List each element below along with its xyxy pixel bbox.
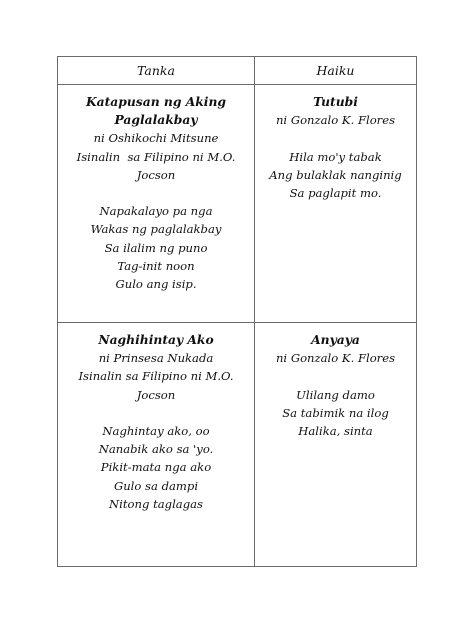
verse-line: Sa ilalim ng puno [104,240,208,255]
header-tanka: Tanka [58,57,255,85]
verse-line: Halika, sinta [298,424,373,438]
verse-line: Napakalayo pa nga [99,204,213,219]
verse-line: Sa tabimik na ilog [282,405,389,420]
verse-line: Sa paglapit mo. [289,186,382,200]
verse-line: Gulo sa dampi [113,478,199,493]
header-haiku: Haiku [255,57,417,85]
poems-table [57,56,417,567]
poem-title [58,93,254,129]
tanka-cell [58,85,255,323]
poem-author: ni Oshikochi Mitsune [93,131,219,146]
table-row [58,85,417,323]
poem-title-line: Katapusan ng Aking [85,94,227,109]
verse-line: Nanabik ako sa 'yo. [98,442,214,457]
haiku-cell [255,323,417,567]
verse-line: Naghintay ako, oo [102,424,210,438]
verse-line: Pikit-mata nga ako [100,460,212,475]
verse-line: Wakas ng paglalakbay [90,222,222,237]
translation-credit: Jocson [136,387,176,402]
poem-title-line: Paglalakbay [114,112,198,128]
poem-author: ni Gonzalo K. Flores [275,113,396,128]
poem-title: Anyaya [311,332,360,347]
poem-title-line: Naghihintay Ako [98,332,214,347]
poem-author: ni Gonzalo K. Flores [275,351,396,366]
poem-author: ni Prinsesa Nukada [98,351,214,366]
tanka-cell [58,323,255,567]
header-row [58,57,417,85]
table-row [58,323,417,567]
verse-line: Gulo ang isip. [115,277,197,292]
translation-credit: Isinalin sa Filipino ni M.O. [76,149,236,164]
verse-line: Ulilang damo [296,387,375,402]
verse-line: Hila mo'y tabak [289,149,382,164]
poem-title [58,331,254,349]
translation-credit: Isinalin sa Filipino ni M.O. [78,369,234,384]
haiku-cell [255,85,417,323]
poem-title: Tutubi [313,94,358,109]
translation-credit: Jocson [136,167,176,182]
verse-line: Ang bulaklak nanginig [269,167,402,182]
verse-line: Tag-init noon [117,258,195,273]
verse-line: Nitong taglagas [109,496,203,511]
